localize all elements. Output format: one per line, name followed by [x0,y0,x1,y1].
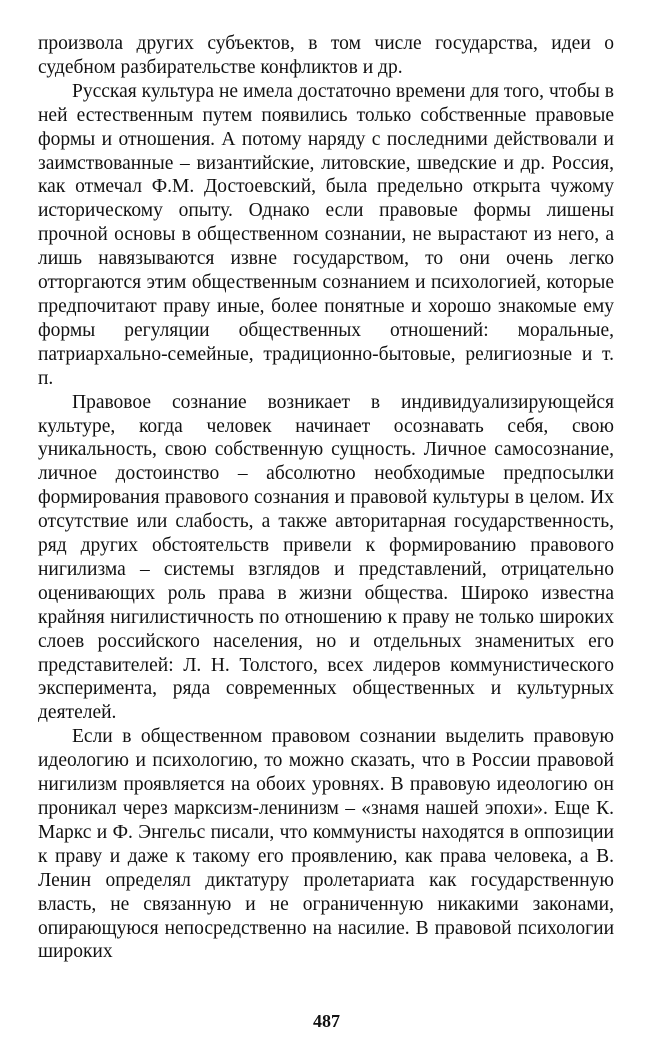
paragraph-continuation: произвола других субъектов, в том числе государства, идеи о судебном разбирательстве конфликтов и др. [38,33,614,78]
paragraph-legal-consciousness: Правовое сознание возникает в индивидуализирующейся культуре, когда человек начинает осознавать себя, свою уникальность, свою собственную сущность. Личное самосознание, личное достоинство – абсолютно необходимые предпосылки формирования правового сознания и правовой культуры в целом. Их отсутствие или слабость, а также авторитарная государственность, ряд других обстоятельств привели к формированию правового нигилизма – системы взглядов и представлений, отрицательно оценивающих роль права в жизни общества. Широко известна крайняя нигилистичность по отношению к праву не только широких слоев российского населения, но и отдельных знаменитых его представителей: Л. Н. Толстого, всех лидеров коммунистического эксперимента, ряда современных общественных и культурных деятелей. [38,391,614,724]
paragraph-russian-culture: Русская культура не имела достаточно времени для того, чтобы в ней естественным путем появились только собственные правовые формы и отношения. А потому наряду с последними действовали и заимствованные – византийские, литовские, шведские и др. Россия, как отмечал Ф.М. Достоевский, была предельно открыта чужому историческому опыту. Однако если правовые формы лишены прочной основы в общественном сознании, не вырастают из него, а лишь навязываются извне государством, то они очень легко отторгаются этим общественным сознанием и психологией, которые предпочитают праву иные, более понятные и хорошо знакомые ему формы регуляции общественных отношений: моральные, патриархально-семейные, традиционно-бытовые, религиозные и т. п. [38,80,614,389]
paragraph-legal-nihilism: Если в общественном правовом сознании выделить правовую идеологию и психологию, то можно сказать, что в России правовой нигилизм проявляется на обоих уровнях. В правовую идеологию он проникал через марксизм-ленинизм – «знамя нашей эпохи». Еще К. Маркс и Ф. Энгельс писали, что коммунисты находятся в оппозиции к праву и даже к такому его проявлению, как права человека, а В. Ленин определял диктатуру пролетариата как государственную власть, не связанную и не ограниченную никакими законами, опирающуюся непосредственно на насилие. В правовой психологии широких [38,726,614,963]
page-text [38,32,614,964]
page-number: 487 [313,1011,340,1031]
